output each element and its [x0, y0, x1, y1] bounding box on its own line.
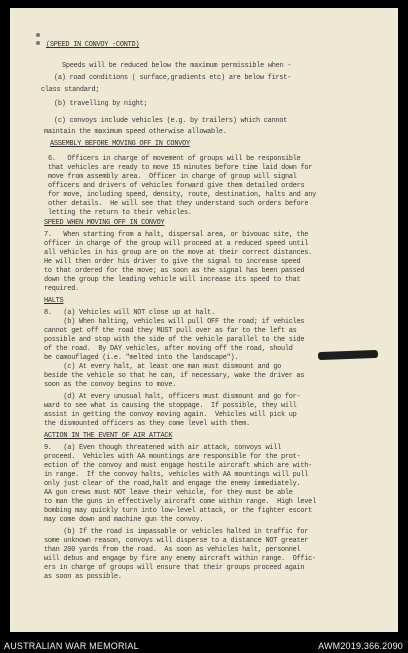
text-line: than 200 yards from the road. As soon as vehicles halt, personnel	[44, 546, 301, 554]
section-heading: ACTION IN THE EVENT OF AIR ATTACK	[44, 432, 173, 440]
text-line: ward to see what is causing the stoppage. If possible, they will	[44, 402, 297, 410]
text-line: assist in getting the convoy moving again. Vehicles will pick up	[44, 411, 297, 419]
text-line: may come down and machine gun the convoy.	[44, 516, 204, 524]
text-line: for move, including speed, density, route, destination, halts and any	[48, 191, 317, 199]
text-line: ers in charge of groups will ensure that their groups proceed again	[44, 564, 305, 572]
text-line: (b) If the road is impassable or vehicles halted in traffic for	[44, 528, 309, 536]
text-line: proceed. Vehicles with AA mountings are responsible for the prot-	[44, 453, 301, 461]
punch-hole-icon	[36, 33, 40, 37]
text-line: move from assembly area. Officer in charge of group will signal	[48, 173, 297, 181]
text-line: He will then order his driver to give the signal to increase speed	[44, 258, 301, 266]
text-line: cannot get off the road they MUST pull over as far to the left as	[44, 327, 297, 335]
section-heading: ASSEMBLY BEFORE MOVING OFF IN CONVOY	[50, 140, 190, 148]
text-line: ection of the convoy and must engage hostile aircraft which are with-	[44, 462, 313, 470]
text-line: letting the return to their vehicles.	[48, 209, 192, 217]
text-line: down the group the leading vehicle will increase its speed to that	[44, 276, 301, 284]
text-line: as soon as possible.	[44, 573, 122, 581]
text-line: will debus and engage by fire any enemy aircraft within range. Offic-	[44, 555, 316, 563]
text-line: all vehicles in his group are on the move at their correct distances.	[44, 249, 313, 257]
text-line: (c) convoys include vehicles (e.g. by trailers) which cannot	[54, 117, 288, 125]
text-line: 7. When starting from a halt, dispersal area, or bivouac site, the	[44, 231, 309, 239]
text-line: beside the vehicle so that he can, if necessary, wake the driver as	[44, 372, 305, 380]
text-line: some unknown reason, convoys will disperse to a distance NOT greater	[44, 537, 309, 545]
text-line: soon as the convoy begins to move.	[44, 381, 177, 389]
text-line: officers and drivers of vehicles forward give them detailed orders	[48, 182, 305, 190]
text-line: to man the guns in effectively aircraft come within range. High level	[44, 498, 316, 506]
text-line: other details. He will see that they understand such orders before	[48, 200, 309, 208]
text-line: Speeds will be reduced below the maximum permissible when -	[62, 62, 292, 70]
text-line: that vehicles are ready to move 15 minutes before time laid down for	[48, 164, 313, 172]
text-line: class standard;	[41, 86, 100, 94]
text-line: (d) At every unusual halt, officers must dismount and go for-	[44, 393, 301, 401]
text-line: possible and stop with the side of the vehicle parallel to the side	[44, 336, 305, 344]
text-line: in range. If the convoy halts, vehicles with AA mountings will pull	[44, 471, 309, 479]
text-line: officer in charge of the group will proceed at a reduced speed until	[44, 240, 309, 248]
archive-footer	[0, 632, 408, 653]
section-heading: (SPEED IN CONVOY -CONTD)	[46, 41, 140, 49]
text-line: AA gun crews must NOT leave their vehicle, for they must be able	[44, 489, 293, 497]
text-line: 6. Officers in charge of movement of groups will be responsible	[48, 155, 301, 163]
text-line: of the road. By DAY vehicles, after moving off the road, should	[44, 345, 293, 353]
footer-accession-number: AWM2019.366.2090	[318, 641, 403, 651]
text-line: the dismounted officers as they come level with them.	[44, 420, 250, 428]
text-line: maintain the maximum speed otherwise allowable.	[44, 128, 227, 136]
footer-institution: AUSTRALIAN WAR MEMORIAL	[4, 641, 139, 651]
text-line: (a) road conditions ( surface,gradients etc) are below first-	[54, 74, 291, 82]
text-line: 9. (a) Even though threatened with air attack, convoys will	[44, 444, 281, 452]
text-line: bombing may quickly turn into low-level attack, or the fighter escort	[44, 507, 313, 515]
text-line: (b) travelling by night;	[54, 100, 148, 108]
ink-smudge	[318, 350, 378, 360]
text-line: required.	[44, 285, 79, 293]
text-line: 8. (a) Vehicles will NOT close up at halt.	[44, 309, 215, 317]
section-heading: HALTS	[44, 297, 64, 305]
text-line: (b) When halting, vehicles will pull OFF the road; if vehicles	[44, 318, 305, 326]
text-line: only just clear of the road,halt and engage the enemy immediately.	[44, 480, 301, 488]
text-line: be camouflaged (i.e. "melted into the landscape").	[44, 354, 239, 362]
document-page	[10, 8, 398, 632]
text-line: to that ordered for the move; as soon as the signal has been passed	[44, 267, 305, 275]
punch-hole-icon	[36, 41, 40, 45]
text-line: (c) At every halt, at least one man must dismount and go	[44, 363, 281, 371]
section-heading: SPEED WHEN MOVING OFF IN CONVOY	[44, 219, 165, 227]
